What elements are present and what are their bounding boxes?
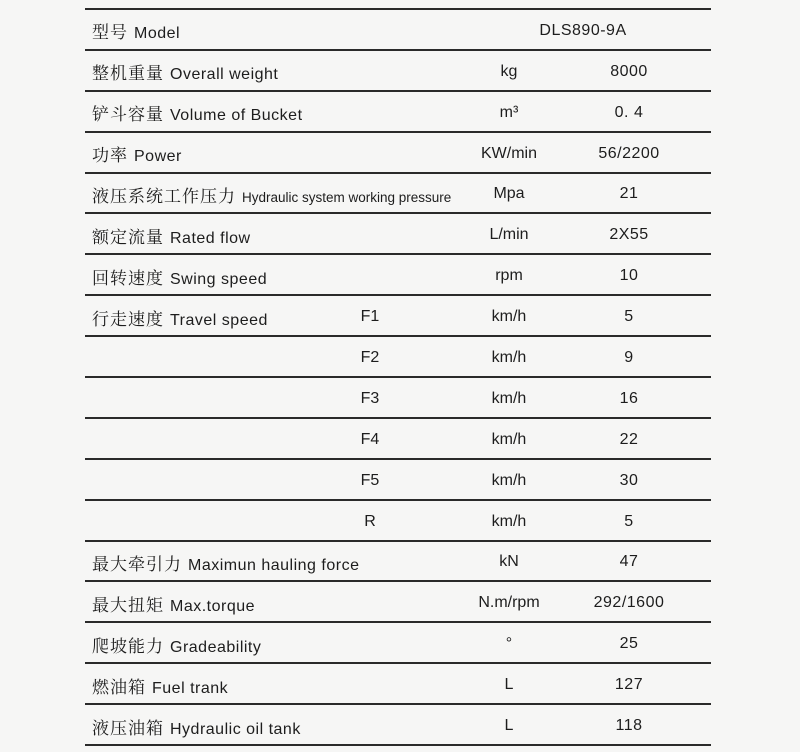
row-label (85, 223, 325, 248)
row-label-en: Overall weight (170, 66, 279, 84)
row-label-en: Gradeability (170, 638, 262, 656)
value-cell: 47 (619, 553, 639, 571)
table-row (85, 255, 711, 296)
unit-cell: kN (499, 553, 519, 571)
table-row (85, 419, 711, 460)
row-label (85, 59, 325, 84)
table-row (85, 542, 711, 583)
row-label (85, 100, 325, 125)
row-label-en: Rated flow (170, 229, 251, 247)
unit-cell: km/h (491, 430, 527, 448)
unit-cell: N.m/rpm (478, 594, 540, 612)
row-label-en: Hydraulic oil tank (170, 720, 301, 738)
table-row-model (85, 10, 711, 51)
row-label-zh: 铲斗容量 (92, 105, 164, 125)
value-cell: 30 (619, 471, 639, 489)
gear-cell: F5 (360, 471, 380, 489)
value-cell: 8000 (610, 62, 648, 80)
table-row (85, 337, 711, 378)
row-label-zh: 燃油箱 (92, 677, 146, 697)
table-row (85, 501, 711, 542)
row-label-zh: 液压系统工作压力 (92, 186, 236, 206)
row-label-en: Travel speed (170, 311, 268, 329)
value-cell: 5 (624, 308, 634, 326)
value-cell: 9 (624, 349, 634, 367)
row-label (85, 471, 325, 491)
row-label (85, 632, 325, 657)
unit-cell: KW/min (481, 144, 537, 162)
row-label (85, 714, 325, 739)
table-row (85, 623, 711, 664)
row-label (85, 182, 452, 207)
row-label-zh: 液压油箱 (92, 718, 164, 738)
unit-cell: rpm (495, 267, 523, 285)
unit-cell: km/h (491, 308, 527, 326)
row-label-en: Power (134, 148, 182, 166)
unit-cell: kg (500, 62, 518, 80)
row-label-zh: 整机重量 (92, 64, 164, 84)
table-row (85, 51, 711, 92)
gear-cell: F4 (360, 430, 380, 448)
unit-cell: m³ (499, 103, 519, 121)
row-label (85, 550, 360, 575)
table-row (85, 705, 711, 746)
unit-cell: km/h (491, 349, 527, 367)
row-label-en: Maximun hauling force (188, 556, 360, 574)
gear-cell: F2 (360, 349, 380, 367)
spec-table (85, 8, 711, 746)
row-label-en: Swing speed (170, 270, 268, 288)
value-cell: 2X55 (609, 226, 649, 244)
table-row (85, 174, 711, 215)
model-label-en: Model (134, 25, 181, 43)
row-label (85, 430, 325, 450)
table-row (85, 92, 711, 133)
model-label-zh: 型号 (92, 23, 128, 43)
value-cell: 118 (615, 717, 643, 735)
value-cell: 10 (619, 267, 639, 285)
row-label-zh: 爬坡能力 (92, 636, 164, 656)
row-label-en: Max.torque (170, 597, 256, 615)
unit-cell: Mpa (493, 185, 525, 203)
table-row (85, 664, 711, 705)
row-label-zh: 行走速度 (92, 309, 164, 329)
row-label-zh: 最大扭矩 (92, 595, 164, 615)
table-row (85, 460, 711, 501)
value-cell: 292/1600 (593, 594, 665, 612)
unit-cell: km/h (491, 471, 527, 489)
unit-cell: L (504, 676, 514, 694)
model-row-label (85, 18, 415, 43)
unit-cell: ° (505, 635, 513, 653)
row-label-en: Fuel trank (152, 679, 229, 697)
table-row (85, 582, 711, 623)
gear-cell: F1 (360, 308, 380, 326)
value-cell: 25 (619, 635, 639, 653)
value-cell: 16 (619, 389, 639, 407)
row-label (85, 389, 325, 409)
value-cell: 56/2200 (598, 144, 660, 162)
unit-cell: km/h (491, 389, 527, 407)
row-label-zh: 功率 (92, 146, 128, 166)
value-cell: 5 (624, 512, 634, 530)
row-label-en: Volume of Bucket (170, 107, 303, 125)
table-row (85, 296, 711, 337)
table-row (85, 378, 711, 419)
gear-cell: R (364, 512, 376, 530)
value-cell: 21 (619, 185, 639, 203)
row-label (85, 673, 325, 698)
row-label-zh: 最大牵引力 (92, 554, 182, 574)
row-label (85, 305, 325, 330)
row-label (85, 512, 325, 532)
row-label-zh: 额定流量 (92, 227, 164, 247)
value-cell: 127 (614, 676, 644, 694)
row-label (85, 348, 325, 368)
model-value: DLS890-9A (539, 21, 627, 39)
row-label (85, 264, 325, 289)
gear-cell: F3 (360, 389, 380, 407)
row-label-en: Hydraulic system working pressure (242, 189, 452, 205)
value-cell: 22 (619, 430, 639, 448)
row-label (85, 591, 325, 616)
table-row (85, 214, 711, 255)
table-row (85, 133, 711, 174)
unit-cell: L (504, 717, 514, 735)
row-label (85, 141, 325, 166)
unit-cell: km/h (491, 512, 527, 530)
row-label-zh: 回转速度 (92, 268, 164, 288)
value-cell: 0. 4 (614, 103, 644, 121)
unit-cell: L/min (489, 226, 529, 244)
